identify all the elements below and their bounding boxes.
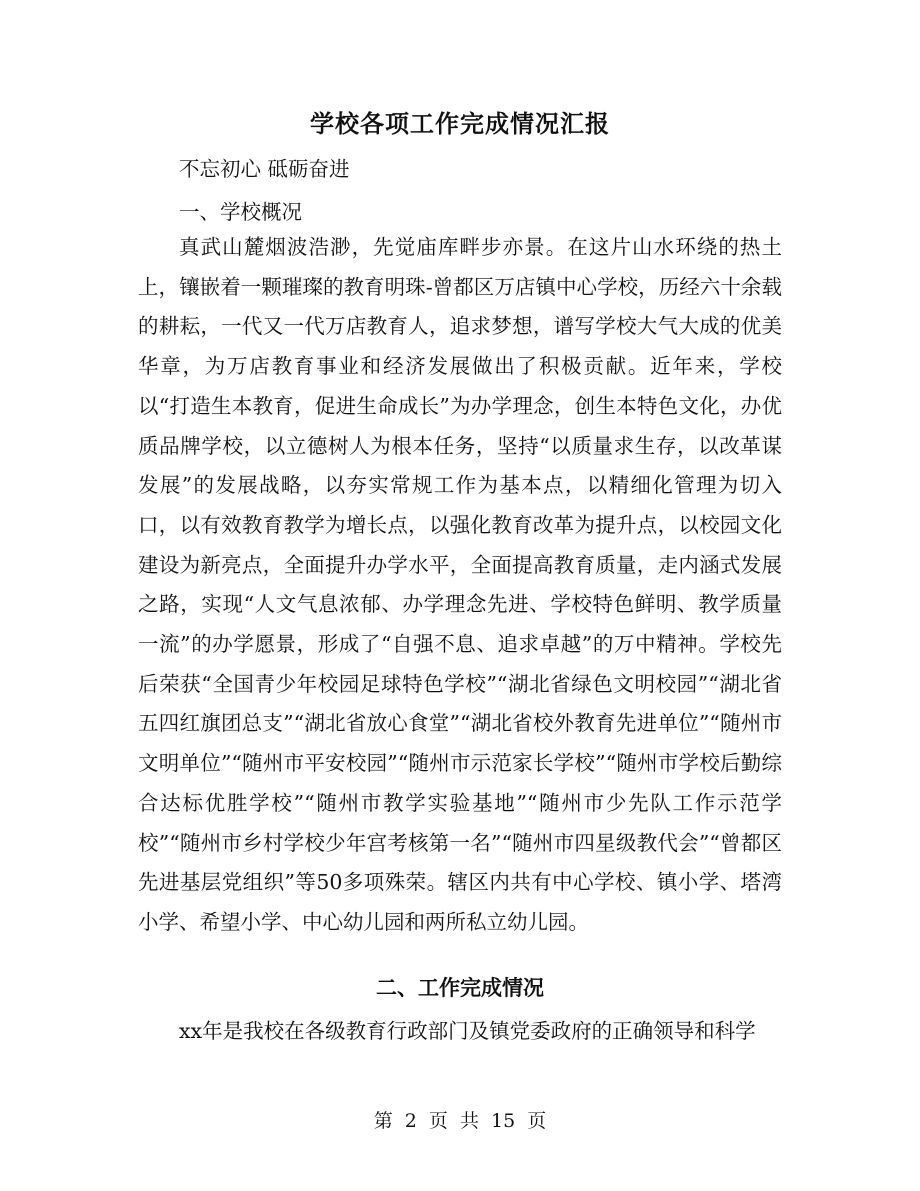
document-title: 学校各项工作完成情况汇报 bbox=[310, 109, 610, 138]
document-subtitle: 不忘初心 砥砺奋进 bbox=[179, 157, 350, 181]
section-heading-progress: 二、工作完成情况 bbox=[376, 975, 544, 1000]
section-body-progress: xx年是我校在各级教育行政部门及镇党委政府的正确领导和科学 bbox=[179, 1019, 756, 1043]
page-number-footer: 第 2 页 共 15 页 bbox=[373, 1110, 547, 1132]
section-body-overview: 真武山麓烟波浩渺，先觉庙库畔步亦景。在这片山水环绕的热土上，镶嵌着一颗璀璨的教育明珠-曾都区万店镇中心学校，历经六十余载的耕耘，一代又一代万店教育人，追求梦想，谱写学校大气大成的优美华章，为万店教育事业和经济发展做出了积极贡献。近年来，学校以“打造生本教育，促进生命成长”为办学理念，创生本特色文化，办优质品牌学校，以立德树人为根本任务，坚持“以质量求生存，以改革谋发展”的发展战略，以夯实常规工作为基本点，以精细化管理为切入口，以有效教育教学为增长点，以强化教育改革为提升点，以校园文化建设为新亮点，全面提升办学水平，全面提高教育质量，走内涵式发展之路，实现“人文气息浓郁、办学理念先进、学校特色鲜明、教学质量一流”的办学愿景，形成了“自强不息、追求卓越”的万中精神。学校先后荣获“全国青少年校园足球特色学校”“湖北省绿色文明校园”“湖北省五四红旗团总支”“湖北省放心食堂”“湖北省校外教育先进单位”“随州市文明单位”“随州市平安校园”“随州市示范家长学校”“随州市学校后勤综合达标优胜学校”“随州市教学实验基地”“随州市少先队工作示范学校”“随州市乡村学校少年宫考核第一名”“随州市四星级教代会”“曾都区先进基层党组织”等50多项殊荣。辖区内共有中心学校、镇小学、塔湾小学、希望小学、中心幼儿园和两所私立幼儿园。 bbox=[138, 235, 782, 934]
section-heading-overview: 一、学校概况 bbox=[179, 200, 302, 224]
